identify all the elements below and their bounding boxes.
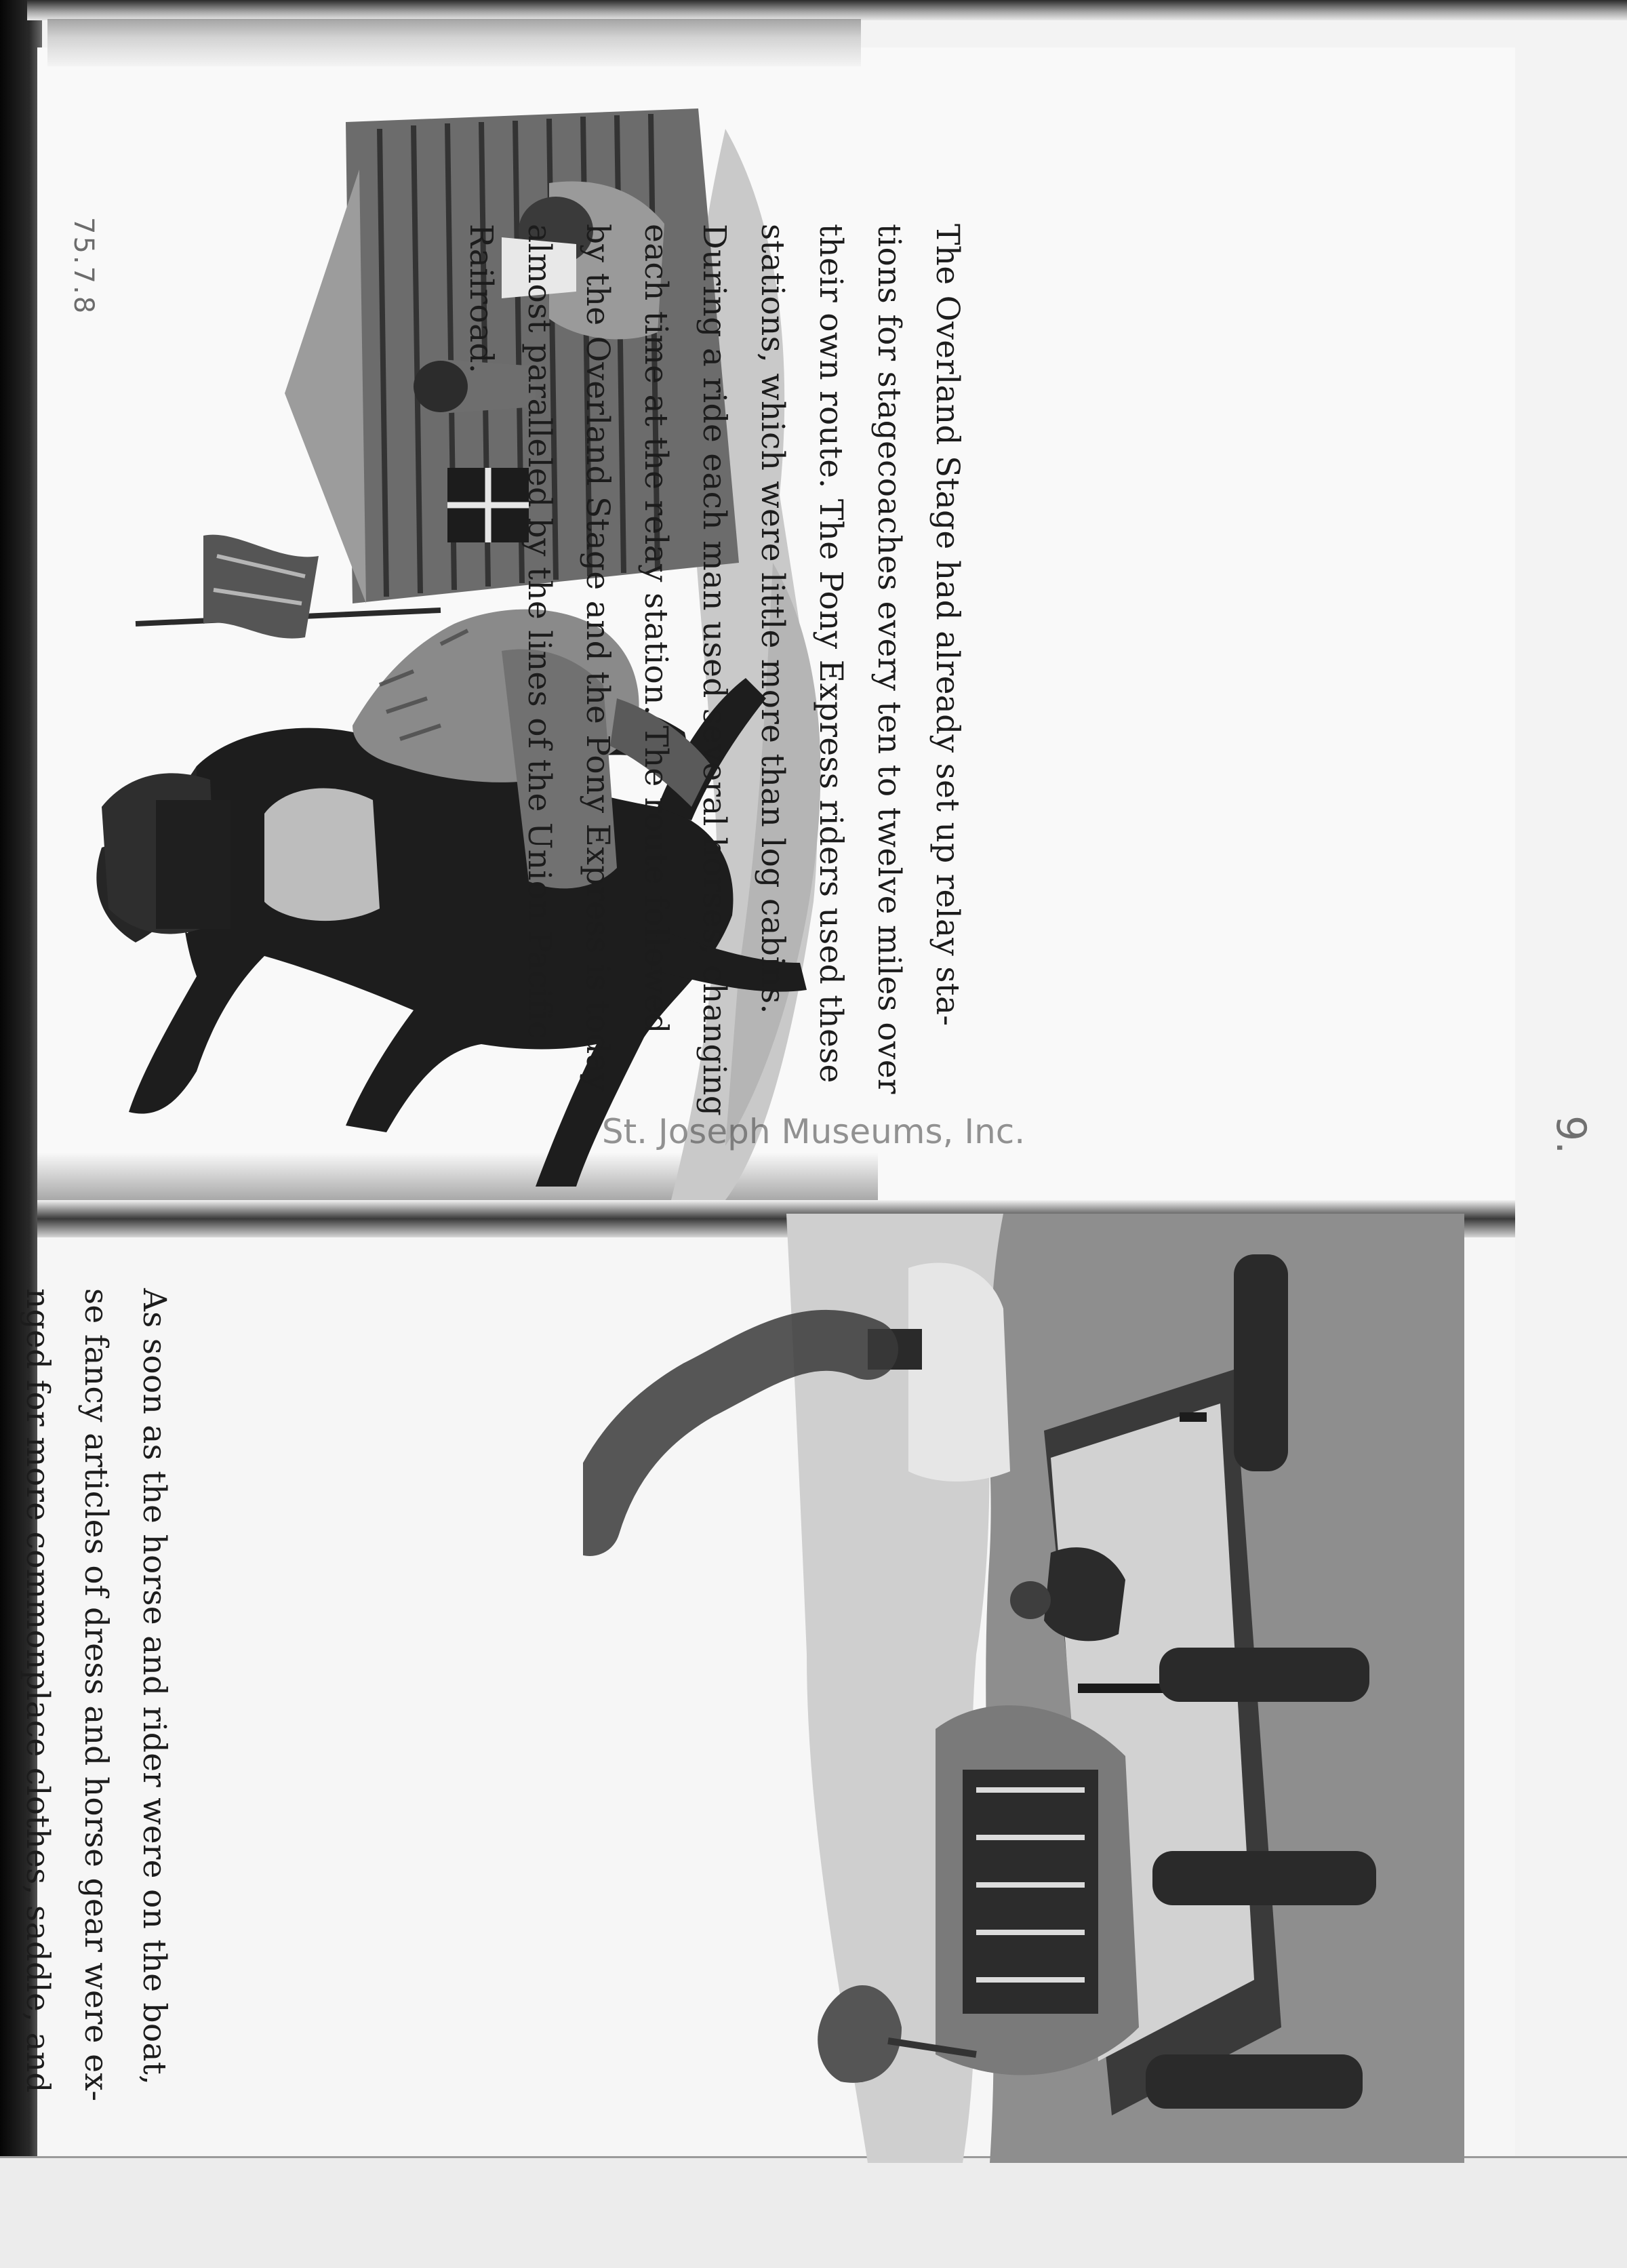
text-line: their own route. The Pony Express riders used these bbox=[812, 224, 849, 1083]
text-line: stations, which were little more than log cabins. bbox=[754, 224, 791, 1014]
text-line: The Overland Stage had already set up relay sta- bbox=[929, 224, 966, 1027]
text-line bbox=[0, 1288, 8, 2101]
right-page-text-block bbox=[451, 224, 976, 1116]
text-line: tions for stagecoaches every ten to twelve miles over bbox=[870, 224, 908, 1094]
accession-number-annotation: 75.7.8 bbox=[68, 217, 99, 316]
text-line: As soon as the horse and rider were on the boat, bbox=[136, 1288, 173, 2086]
right-page-paragraph bbox=[451, 224, 976, 1116]
page-edge-shading bbox=[47, 19, 861, 66]
text-line: During a ride each man used several horses, changing bbox=[696, 224, 733, 1117]
left-page-paragraph bbox=[0, 1288, 183, 2101]
ferry-illustration bbox=[583, 1214, 1464, 2163]
text-line: each time at the relay station. The route followed bbox=[637, 224, 675, 1034]
museum-watermark: St. Joseph Museums, Inc. bbox=[601, 1112, 1026, 1151]
book-top-edge bbox=[27, 0, 1627, 20]
riverboat-with-cabin bbox=[936, 1705, 1139, 2075]
left-page-text-block bbox=[0, 1288, 183, 2101]
text-line: by the Overland Stage and the Pony Express is today bbox=[579, 224, 616, 1092]
text-line: Railroad. bbox=[462, 224, 500, 374]
text-line: almost paralleled by the lines of the Union Pacific bbox=[521, 224, 558, 1039]
page-number-annotation: 9. bbox=[1547, 1115, 1594, 1155]
scanner-bed-strip bbox=[0, 2156, 1627, 2268]
text-line: nged for more commonplace clothes, saddle, and bbox=[19, 1288, 56, 2093]
text-line: se fancy articles of dress and horse gear were ex- bbox=[77, 1288, 115, 2102]
